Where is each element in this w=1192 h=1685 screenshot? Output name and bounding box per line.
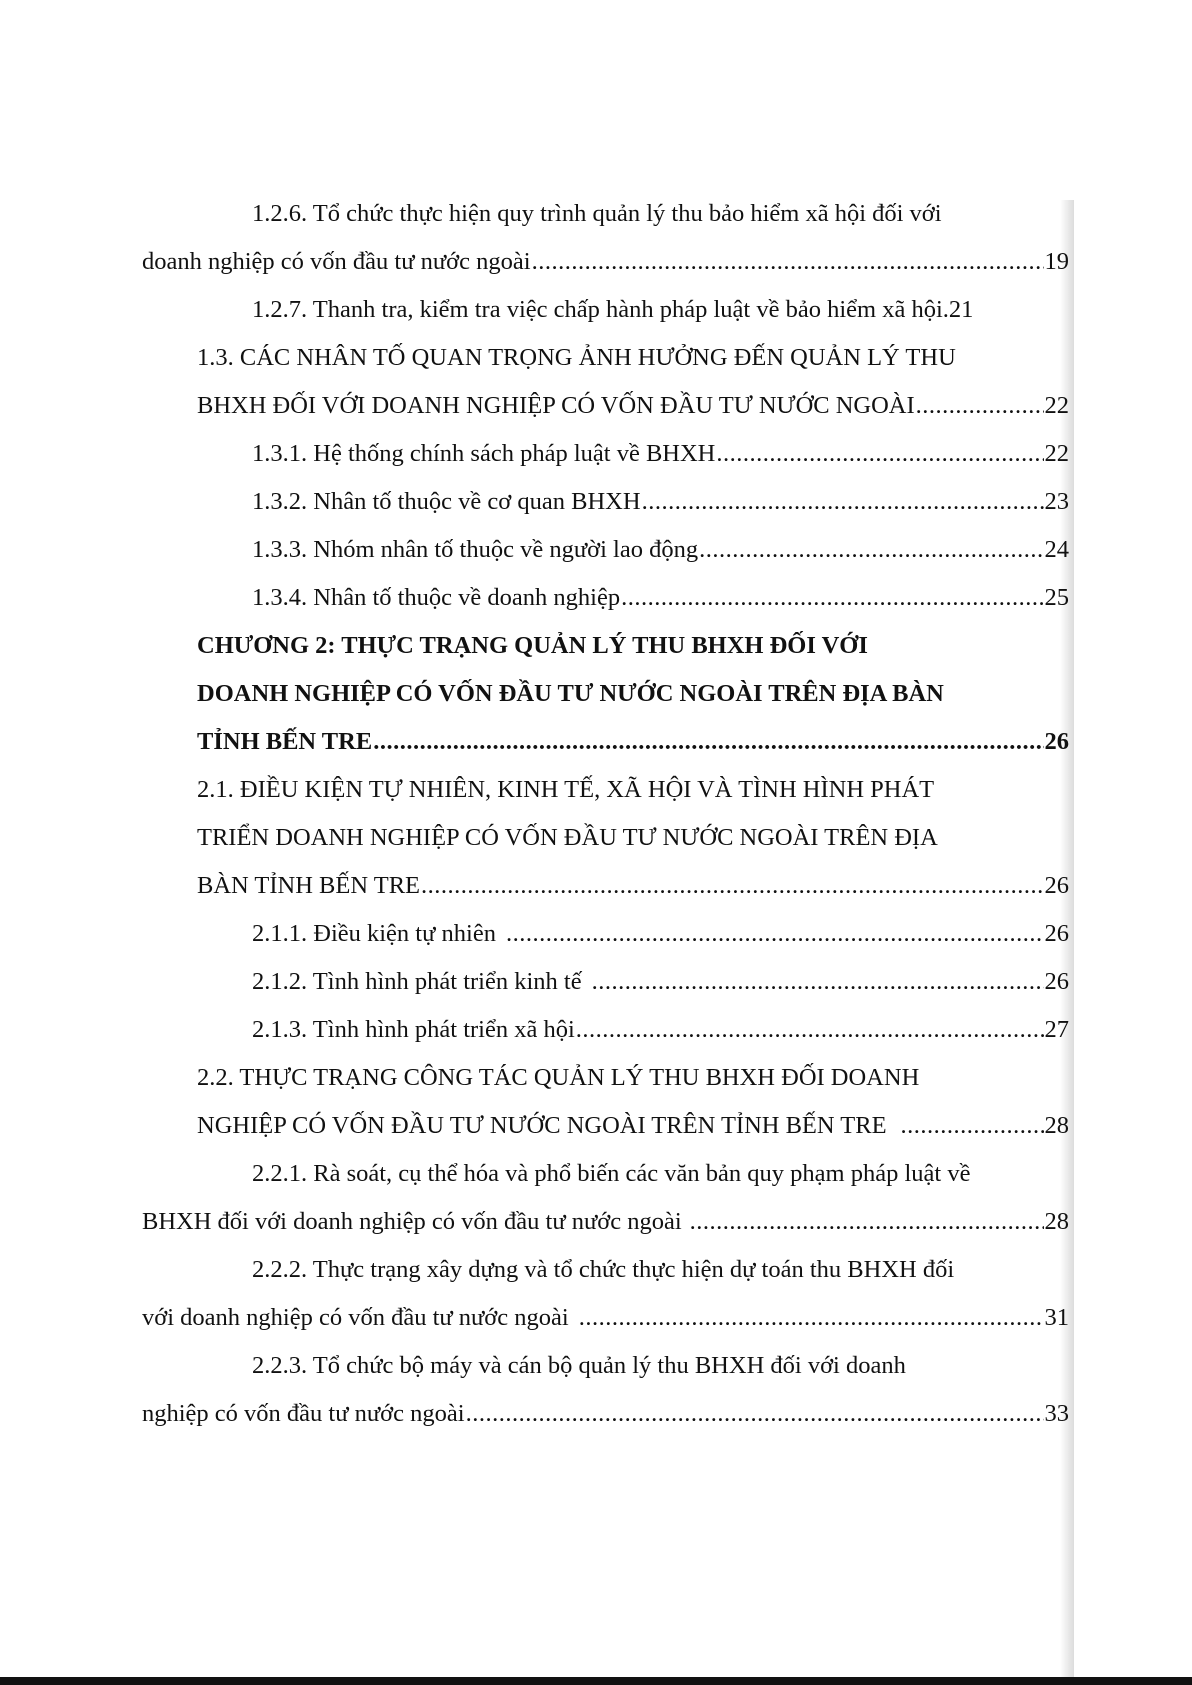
toc-entry-text: 1.3.3. Nhóm nhân tố thuộc về người lao động: [252, 536, 699, 563]
toc-entry-text: doanh nghiệp có vốn đầu tư nước ngoài: [142, 248, 531, 275]
toc-page-number: 26: [1044, 728, 1069, 755]
leader-dots: .: [942, 296, 949, 323]
leader-dots: [642, 478, 1044, 526]
toc-page-number: 25: [1044, 584, 1069, 611]
toc-page-number: 24: [1044, 536, 1069, 563]
toc-page-number: 33: [1044, 1400, 1069, 1427]
toc-page-number: 21: [948, 296, 974, 323]
toc-entry-text: với doanh nghiệp có vốn đầu tư nước ngoài: [142, 1304, 569, 1331]
toc-entry-1-3-3: [197, 526, 1069, 574]
toc-entry-text: 2.1.2. Tình hình phát triển kinh tế: [252, 968, 582, 995]
leader-dots: [506, 910, 1044, 958]
toc-page-number: 22: [1044, 440, 1069, 467]
toc-page-number: 28: [1044, 1112, 1069, 1139]
toc-entry-text: 2.1.3. Tình hình phát triển xã hội: [252, 1016, 575, 1043]
toc-entry-text: CHƯƠNG 2: THỰC TRẠNG QUẢN LÝ THU BHXH ĐỐI VỚI: [197, 632, 868, 659]
leader-dots: [576, 1006, 1044, 1054]
toc-entry-1-2-6: [142, 190, 1069, 286]
toc-entry-1-3-1: [197, 430, 1069, 478]
toc-entry-text: 2.2.3. Tổ chức bộ máy và cán bộ quản lý thu BHXH đối với doanh: [252, 1352, 906, 1379]
toc-entry-text: 2.2. THỰC TRẠNG CÔNG TÁC QUẢN LÝ THU BHXH ĐỐI DOANH: [197, 1064, 920, 1091]
toc-entry-text: 1.3.2. Nhân tố thuộc về cơ quan BHXH: [252, 488, 641, 515]
toc-entry-2-2-3: [142, 1342, 1069, 1438]
toc-entry-1-3-4: [197, 574, 1069, 622]
toc-entry-text: 1.3.4. Nhân tố thuộc về doanh nghiệp: [252, 584, 621, 611]
leader-dots: [592, 958, 1044, 1006]
toc-entry-1-3: [197, 334, 1069, 430]
toc-page-number: 31: [1044, 1304, 1069, 1331]
leader-dots: [373, 718, 1043, 766]
toc-entry-text: TRIỂN DOANH NGHIỆP CÓ VỐN ĐẦU TƯ NƯỚC NGOÀI TRÊN ĐỊA: [197, 824, 938, 851]
toc-page-number: 26: [1044, 968, 1069, 995]
leader-dots: [466, 1390, 1044, 1438]
toc-entry-2-2-1: [142, 1150, 1069, 1246]
bottom-border: [0, 1677, 1192, 1685]
leader-dots: [716, 430, 1043, 478]
leader-dots: [699, 526, 1043, 574]
leader-dots: [690, 1198, 1044, 1246]
toc-entry-2-2-2: [142, 1246, 1069, 1342]
leader-dots: [532, 238, 1044, 286]
toc-page-number: 26: [1044, 920, 1069, 947]
toc-entry-text: NGHIỆP CÓ VỐN ĐẦU TƯ NƯỚC NGOÀI TRÊN TỈNH BẾN TRE: [197, 1112, 887, 1139]
toc-entry-text: nghiệp có vốn đầu tư nước ngoài: [142, 1400, 465, 1427]
toc-entry-text: 2.1. ĐIỀU KIỆN TỰ NHIÊN, KINH TẾ, XÃ HỘI VÀ TÌNH HÌNH PHÁT: [197, 776, 935, 803]
toc-entry-text: DOANH NGHIỆP CÓ VỐN ĐẦU TƯ NƯỚC NGOÀI TRÊN ĐỊA BÀN: [197, 680, 944, 707]
toc-page-number: 22: [1044, 392, 1069, 419]
toc-entry-text: 1.2.7. Thanh tra, kiểm tra việc chấp hành pháp luật về bảo hiểm xã hội: [252, 296, 943, 323]
toc-page-number: 27: [1044, 1016, 1069, 1043]
toc-entry-2-2: [197, 1054, 1069, 1150]
toc-entry-text: TỈNH BẾN TRE: [197, 728, 373, 755]
leader-dots: [916, 382, 1044, 430]
toc-entry-2-1-3: [197, 1006, 1069, 1054]
toc-entry-text: BHXH ĐỐI VỚI DOANH NGHIỆP CÓ VỐN ĐẦU TƯ NƯỚC NGOÀI: [197, 392, 915, 419]
leader-dots: [579, 1294, 1044, 1342]
table-of-contents: [142, 190, 1069, 1438]
toc-entry-text: 2.1.1. Điều kiện tự nhiên: [252, 920, 496, 947]
toc-entry-2-1-2: [197, 958, 1069, 1006]
toc-page-number: 23: [1044, 488, 1069, 515]
toc-entry-2-1-1: [197, 910, 1069, 958]
leader-dots: [621, 574, 1043, 622]
leader-dots: [421, 862, 1043, 910]
toc-entry-1-3-2: [197, 478, 1069, 526]
toc-page-number: 19: [1044, 248, 1069, 275]
toc-entry-text: BHXH đối với doanh nghiệp có vốn đầu tư nước ngoài: [142, 1208, 682, 1235]
toc-entry-text: 2.2.2. Thực trạng xây dựng và tổ chức thực hiện dự toán thu BHXH đối: [252, 1256, 955, 1283]
toc-entry-chapter-2: [197, 622, 1069, 766]
toc-entry-text: 2.2.1. Rà soát, cụ thể hóa và phổ biến các văn bản quy phạm pháp luật về: [252, 1160, 971, 1187]
toc-page-number: 28: [1044, 1208, 1069, 1235]
toc-entry-text: BÀN TỈNH BẾN TRE: [197, 872, 421, 899]
leader-dots: [901, 1102, 1044, 1150]
toc-entry-1-2-7: [197, 286, 1069, 334]
toc-entry-text: 1.3.1. Hệ thống chính sách pháp luật về BHXH: [252, 440, 716, 467]
toc-entry-2-1: [197, 766, 1069, 910]
toc-page-number: 26: [1044, 872, 1069, 899]
toc-entry-text: 1.3. CÁC NHÂN TỐ QUAN TRỌNG ẢNH HƯỞNG ĐẾN QUẢN LÝ THU: [197, 344, 956, 371]
toc-entry-text: 1.2.6. Tổ chức thực hiện quy trình quản lý thu bảo hiểm xã hội đối với: [252, 200, 942, 227]
